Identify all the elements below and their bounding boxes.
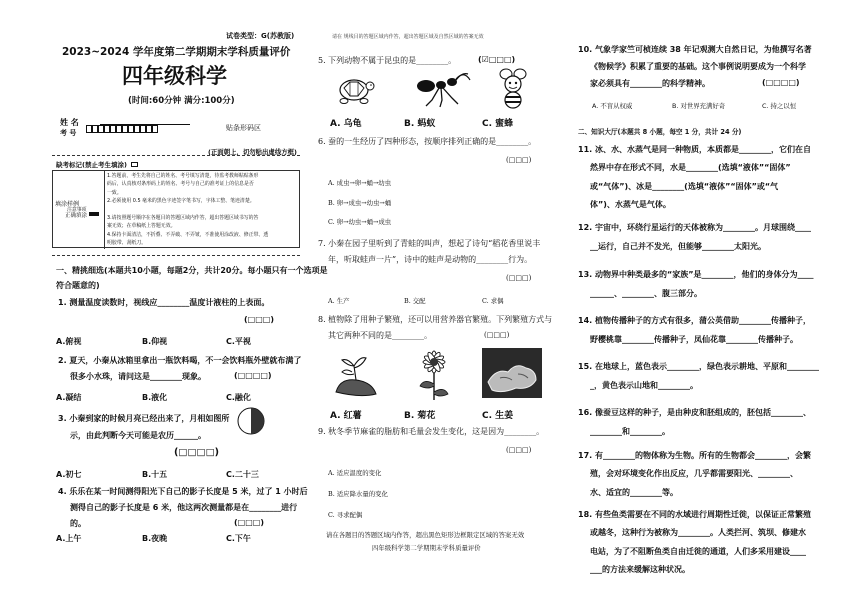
question-11-line1: 11. 冰、水、水蒸气是同一种物质，本质都是________，它们在自 xyxy=(578,145,811,154)
answer-box-q8[interactable]: (□□□) xyxy=(484,331,510,339)
question-11-line4: 体”)、水蒸气是气体。 xyxy=(590,200,671,209)
ginger-icon xyxy=(482,348,542,398)
question-7-line1: 7. 小秦在园子里听到了青蛙的叫声，想起了诗句“稻花香里说丰 xyxy=(318,239,541,248)
barcode-area: 贴条形码区 xyxy=(226,124,261,132)
exam-id-boxes[interactable] xyxy=(86,125,158,133)
paper-type: 试卷类型：G(苏教版) xyxy=(226,32,295,40)
q6-option-c[interactable]: C. 卵→幼虫→蛹→成虫 xyxy=(328,218,392,226)
question-8-line1: 8. 植物除了用种子繁殖，还可以用营养器官繁殖。下列繁殖方式与 xyxy=(318,315,553,324)
question-18-line3: 电站，为了不阻断鱼类自由迁徙的通道，人们多采用建设____ xyxy=(590,547,806,556)
q4-option-a[interactable]: A.上午 xyxy=(56,534,82,543)
q3-option-a[interactable]: A.初七 xyxy=(56,470,82,479)
answer-box-q2[interactable]: (□□□□) xyxy=(234,371,272,380)
question-13-line1: 13. 动物界中种类最多的“家族”是________，他们的身体分为____ xyxy=(578,270,814,279)
q8-option-b[interactable]: B. 菊花 xyxy=(404,411,436,421)
answer-box-q5[interactable]: (☑□□□) xyxy=(478,55,516,64)
grade-title: 四年级科学 xyxy=(122,64,227,88)
missing-mark-box[interactable] xyxy=(131,162,138,167)
top-notice: 请在 规线目的答题区域内作答，超出答题区域及自然区域的答案无效 xyxy=(332,34,484,40)
answer-box-q10[interactable]: (□□□□) xyxy=(762,78,800,87)
question-18-line1: 18. 有些鱼类需要在不同的水域进行周期性迁徙，以保证正常繁殖 xyxy=(578,510,811,519)
q9-option-b[interactable]: B. 适应降水量的变化 xyxy=(328,490,388,498)
barcode-divider xyxy=(52,155,300,156)
middle-footer-title: 四年级科学第二学期期末学科质量评价 xyxy=(372,544,481,552)
q7-option-b[interactable]: B. 交配 xyxy=(404,297,426,305)
moon-phase-icon xyxy=(236,406,266,436)
question-17-line1: 17. 有________的物体称为生物。所有的生物都会________，会繁 xyxy=(578,451,811,460)
question-4-line2: 测得自己的影子长度是 6 米，他这两次测量都是在________进行 xyxy=(70,503,298,512)
question-10-line3: 家必须具有________的科学精神。 xyxy=(590,79,710,88)
q1-option-a[interactable]: A.俯视 xyxy=(56,337,82,346)
question-17-line2: 殖，会对环境变化作出反应，几乎都需要阳光、________、 xyxy=(590,469,798,478)
answer-box-q4[interactable]: (□□□) xyxy=(234,518,264,527)
q5-option-c[interactable]: C. 蜜蜂 xyxy=(482,119,514,129)
question-3-line2: 示，由此判断今天可能是农历______。 xyxy=(70,431,206,440)
q1-option-c[interactable]: C.平视 xyxy=(226,337,251,346)
q8-option-c[interactable]: C. 生姜 xyxy=(482,411,514,421)
missing-mark-label: 缺考标记(禁止考生填涂) xyxy=(56,161,127,169)
answer-box-q7[interactable]: (□□□) xyxy=(506,274,532,282)
id-label: 考 号 xyxy=(60,129,77,137)
q6-option-b[interactable]: B. 卵→成虫→幼虫→蛹 xyxy=(328,199,392,207)
question-14-line2: 野樱桃靠________传播种子，凤仙花靠________传播种子。 xyxy=(590,335,798,344)
question-1: 1. 测量温度读数时，视线应________温度计液柱的上表面。 xyxy=(58,298,270,307)
bee-icon xyxy=(496,66,530,110)
answer-box-q1[interactable]: (□□□) xyxy=(244,315,274,324)
q9-option-a[interactable]: A. 适应温度的变化 xyxy=(328,469,382,477)
notice-table xyxy=(52,170,300,248)
q5-option-b[interactable]: B. 蚂蚁 xyxy=(404,119,436,129)
answer-box-q6[interactable]: (□□□) xyxy=(506,156,532,164)
exam-title: 2023~2024 学年度第二学期期末学科质量评价 xyxy=(62,46,291,58)
section2-title: 二、知识大厅(本题共 8 小题，每空 1 分，共计 24 分) xyxy=(578,128,742,136)
question-4-line1: 4. 乐乐在某一时间测得阳光下自己的影子长度是 5 米，过了 1 小时后 xyxy=(58,487,308,496)
q8-option-a[interactable]: A. 红薯 xyxy=(330,411,362,421)
question-6: 6. 蚕的一生经历了四种形态，按顺序排列正确的是________。 xyxy=(318,137,537,146)
question-11-line2: 然界中存在形式不同，水是________(选填“液体”“固体” xyxy=(590,163,791,172)
question-16-line2: ________和________。 xyxy=(590,427,670,436)
question-17-line3: 水、适宜的________等。 xyxy=(590,488,678,497)
section1-title: 一、精挑细选(本题共10小题，每题2分，共计20分。每小题只有一个选项是 xyxy=(56,266,328,275)
question-4-line3: 的。 xyxy=(70,519,86,528)
question-3-line1: 3. 小秦到家的时候月亮已经出来了，月相如图所 xyxy=(58,414,230,423)
q7-option-a[interactable]: A. 生产 xyxy=(328,297,350,305)
q3-option-c[interactable]: C.二十三 xyxy=(226,470,259,479)
question-10-line1: 10. 气象学家竺可桢连续 38 年记观测大自然日记，为他撰写名著 xyxy=(578,45,812,54)
middle-footer-notice: 请在各题目的答题区域内作答，超出黑色矩形边框限定区域的答案无效 xyxy=(326,531,525,539)
barcode-hint: (正面朝上，切勿贴出虚线方框) xyxy=(208,148,297,156)
q6-option-a[interactable]: A. 成虫→卵→蛹→幼虫 xyxy=(328,179,392,187)
q5-option-a[interactable]: A. 乌龟 xyxy=(330,119,362,129)
q1-option-b[interactable]: B.仰视 xyxy=(142,337,168,346)
q4-option-c[interactable]: C.下午 xyxy=(226,534,251,543)
q9-option-c[interactable]: C. 寻求配偶 xyxy=(328,511,363,519)
name-label: 姓 名 xyxy=(60,118,79,127)
section1-title-cont: 符合题意的) xyxy=(56,281,100,290)
question-10-line2: 《物候学》积累了重要的基础。这个事例说明要成为一个科学 xyxy=(590,62,806,71)
answer-box-q9[interactable]: (□□□) xyxy=(506,446,532,454)
question-2-line1: 2. 夏天，小秦从冰箱里拿出一瓶饮料喝，不一会饮料瓶外壁就布满了 xyxy=(58,356,302,365)
q2-option-c[interactable]: C.融化 xyxy=(226,393,251,402)
question-5: 5. 下列动物不属于昆虫的是________。 xyxy=(318,56,457,65)
q10-option-b[interactable]: B. 对世界充满好奇 xyxy=(672,102,726,110)
question-16-line1: 16. 像蚕豆这样的种子，是由种皮和胚组成的，胚包括________、 xyxy=(578,408,811,417)
turtle-icon xyxy=(334,70,376,110)
sample-label: 填涂样例 xyxy=(55,201,80,208)
ant-icon xyxy=(412,70,474,108)
q3-option-b[interactable]: B.十五 xyxy=(142,470,168,479)
q2-option-a[interactable]: A.凝结 xyxy=(56,393,82,402)
notice-divider xyxy=(52,255,300,256)
q10-option-c[interactable]: C. 持之以恒 xyxy=(762,102,797,110)
question-9: 9. 秋冬季节麻雀的脂肪和毛量会发生变化，这是因为________。 xyxy=(318,427,545,436)
question-2-line2: 很多小水珠，请问这是________现象。 xyxy=(70,372,206,381)
chrysanthemum-icon xyxy=(410,346,458,402)
notice-text: 1.答题前，考生先将自己的姓名、考号填写清楚，待监考教师粘贴条形 码后，认真核对条形码上的姓名、考号与自己的准考证上的信息是否 一致。 2.必须使用 0.5 毫米的黑色字迹签字笔书写，字体工整、笔迹清楚。 注意事项 3.请按照题号顺序在各题目的答题区域内作答，超出答题区域书写的答 案无效；在草稿纸上答题无效。 4.保持卡面清洁，不折叠、不弄破、不弄皱，不准使用涂改液、修正带、透 明胶带、刮纸刀。 xyxy=(67,173,269,247)
question-15-line1: 15. 在地球上，蓝色表示________，绿色表示耕地、平原和________ xyxy=(578,362,819,371)
question-14-line1: 14. 植物传播种子的方式有很多，蒲公英借助________传播种子， xyxy=(578,316,811,325)
time-score-info: (时间:60分钟 满分:100分) xyxy=(128,96,235,106)
answer-box-q3[interactable]: (□□□□) xyxy=(174,447,220,458)
question-18-line4: ___的方法来缓解这种状况。 xyxy=(590,565,690,574)
correct-sample-label: 正确填涂 xyxy=(65,213,88,219)
q7-option-c[interactable]: C. 求偶 xyxy=(482,297,504,305)
q4-option-b[interactable]: B.夜晚 xyxy=(142,534,168,543)
question-15-line2: _，黄色表示山地和________。 xyxy=(590,381,698,390)
question-13-line2: ______、________、腹三部分。 xyxy=(590,289,702,298)
question-11-line3: 或“气体”)、冰是________(选填“液体”“固体”或“气 xyxy=(590,182,779,191)
question-18-line2: 或越冬，这种行为被称为________。人类拦河、筑坝、修建水 xyxy=(590,528,806,537)
question-12-line2: __运行，自己并不发光，但能够________太阳光。 xyxy=(590,242,766,251)
question-7-line2: 年，听取蛙声一片”，诗中的蛙声是动物的________行为。 xyxy=(328,255,533,264)
q10-option-a[interactable]: A. 不盲从权威 xyxy=(592,102,633,110)
sweet-potato-icon xyxy=(330,348,382,400)
question-8-line2: 其它两种不同的是________。 xyxy=(328,331,432,340)
question-12-line1: 12. 宇宙中，环绕行星运行的天体被称为________。月球围绕____ xyxy=(578,223,811,232)
q2-option-b[interactable]: B.液化 xyxy=(142,393,168,402)
